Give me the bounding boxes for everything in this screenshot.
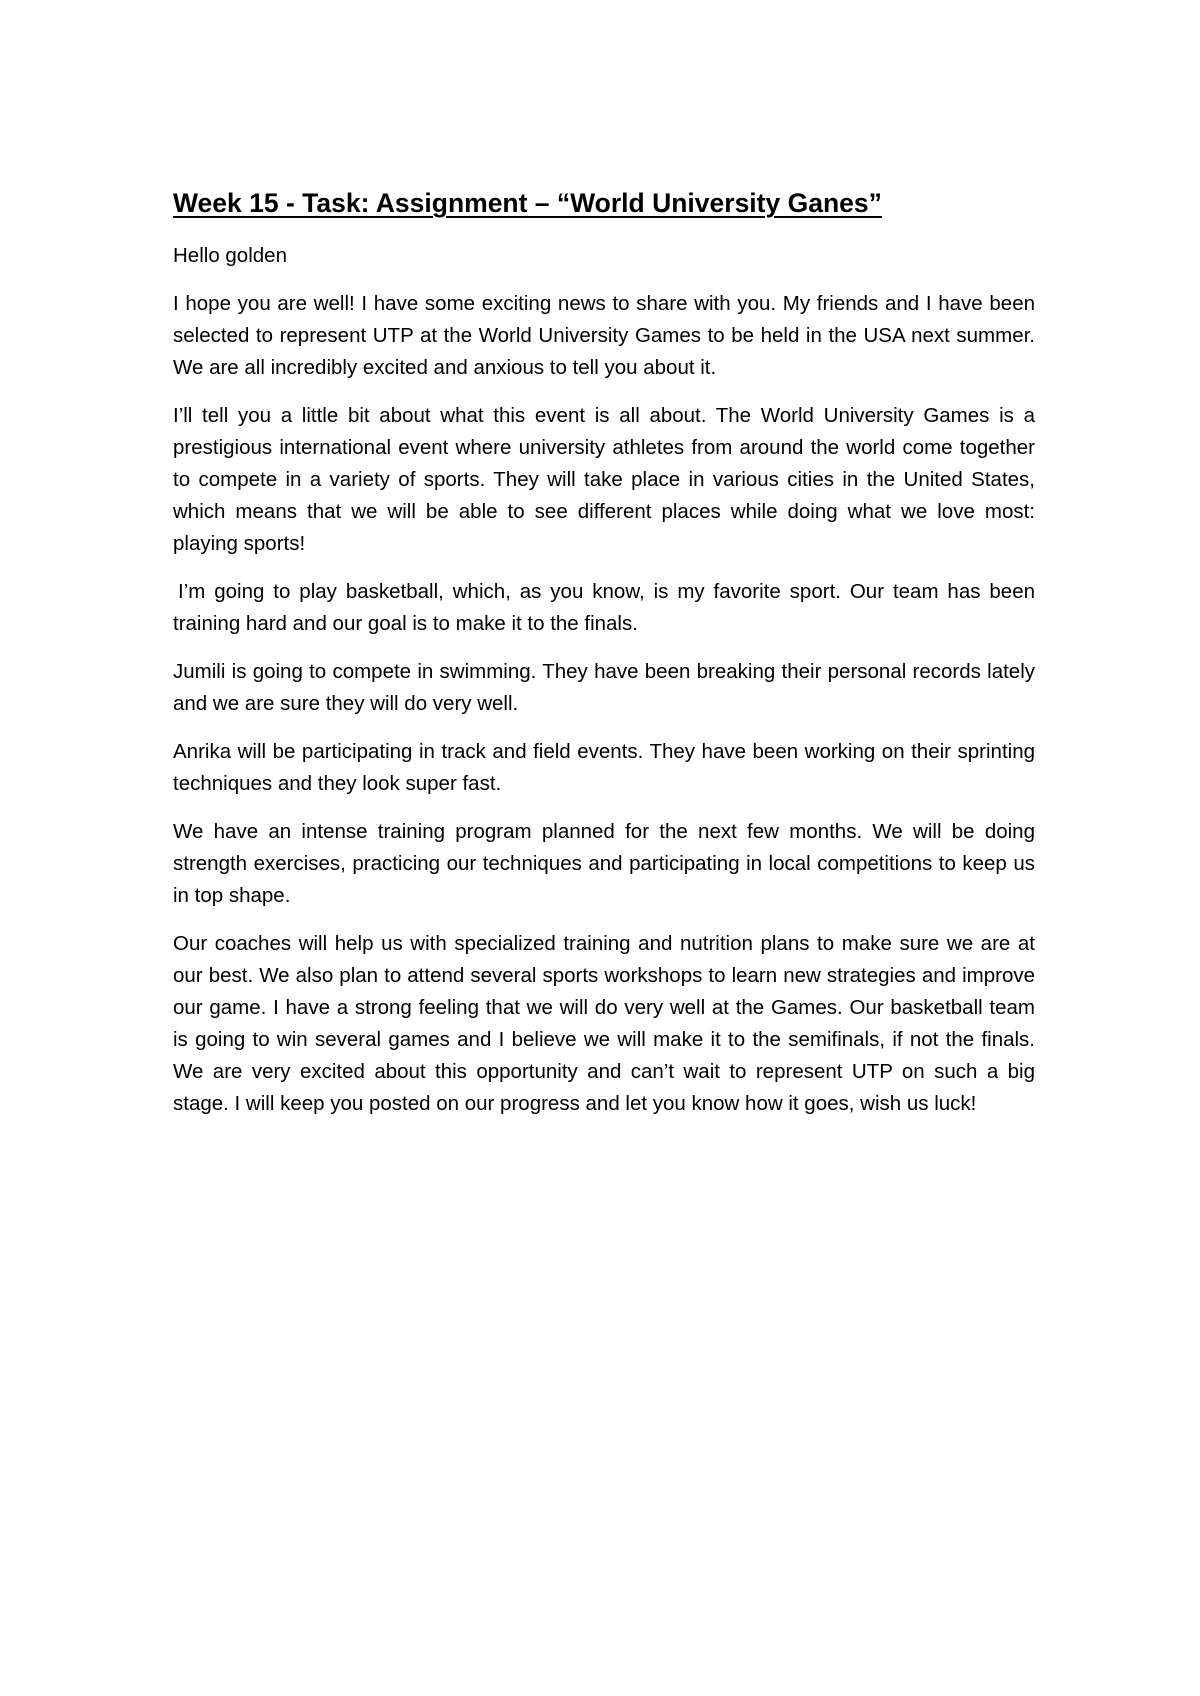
paragraph-basketball: I’m going to play basketball, which, as you know, is my favorite sport. Our team has been training hard and our goal is to make it to the finals. [173, 580, 1035, 635]
paragraph-swimming: Jumili is going to compete in swimming. They have been breaking their personal records lately and we are sure they will do very well. [173, 660, 1035, 715]
paragraph-coaches-closing: Our coaches will help us with specialized training and nutrition plans to make sure we are at our best. We also plan to attend several sports workshops to learn new strategies and improve our game. I have a strong feeling that we will do very well at the Games. Our basketball team is going to win several games and I believe we will make it to the semifinals, if not the finals. We are very excited about this opportunity and can’t wait to represent UTP on such a big stage. I will keep you posted on our progress and let you know how it goes, wish us luck! [173, 932, 1035, 1115]
paragraph-training-program: We have an intense training program planned for the next few months. We will be doing strength exercises, practicing our techniques and participating in local competitions to keep us in top shape. [173, 820, 1035, 907]
paragraph-event-description: I’ll tell you a little bit about what this event is all about. The World University Games is a prestigious international event where university athletes from around the world come together to compete in a variety of sports. They will take place in various cities in the United States, which means that we will be able to see different places while doing what we love most: playing sports! [173, 404, 1035, 555]
document-page [173, 186, 1035, 1136]
paragraph-track-field: Anrika will be participating in track and field events. They have been working on their sprinting techniques and they look super fast. [173, 740, 1035, 795]
greeting: Hello golden [173, 244, 287, 267]
document-title: Week 15 - Task: Assignment – “World University Ganes” [173, 188, 882, 218]
paragraph-intro: I hope you are well! I have some exciting news to share with you. My friends and I have been selected to represent UTP at the World University Games to be held in the USA next summer. We are all incredibly excited and anxious to tell you about it. [173, 292, 1035, 379]
